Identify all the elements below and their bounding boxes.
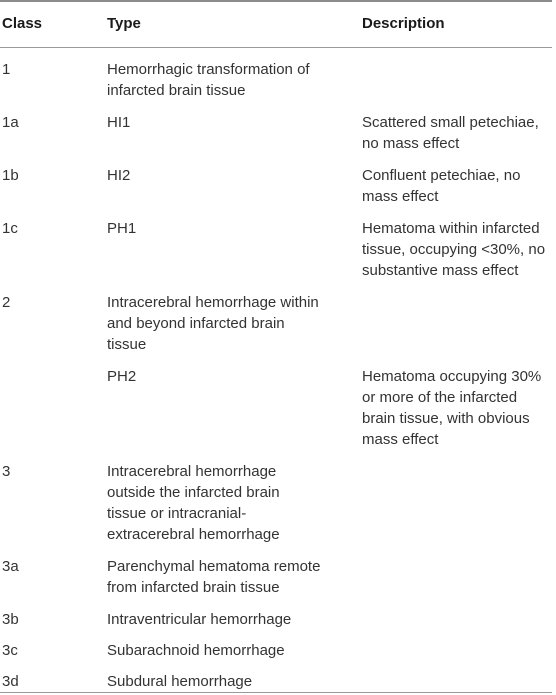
cell-description: [362, 281, 552, 355]
table-row: [0, 598, 552, 630]
cell-description: [362, 450, 552, 545]
table-header: [0, 0, 552, 47]
header-description: Description: [362, 15, 445, 32]
cell-class: 3: [2, 463, 11, 480]
table-row: [0, 630, 552, 661]
cell-description: Confluent petechiae, no mass effect: [362, 167, 521, 205]
table-row: [0, 101, 552, 154]
header-row: [0, 0, 552, 47]
table-row: [0, 154, 552, 207]
cell-description: [362, 661, 552, 692]
cell-type: Intraventricular hemorrhage: [107, 611, 292, 628]
table-bottom-rule: [0, 692, 552, 693]
cell-description: [362, 598, 552, 630]
header-class: Class: [2, 15, 43, 32]
cell-description: Scattered small petechiae, no mass effect: [362, 114, 539, 152]
cell-class: 3a: [2, 558, 19, 575]
table-row: [0, 47, 552, 101]
table-body: [0, 47, 552, 692]
cell-type: Subarachnoid hemorrhage: [107, 642, 285, 659]
cell-type: HI2: [107, 167, 131, 184]
table-row: [0, 545, 552, 598]
cell-type: Parenchymal hematoma remote from infarcted brain tissue: [107, 558, 321, 596]
cell-type: Subdural hemorrhage: [107, 673, 253, 690]
cell-class: [0, 355, 107, 450]
table-row: [0, 450, 552, 545]
cell-type: PH2: [107, 368, 137, 385]
cell-description: [362, 47, 552, 101]
cell-class: 1a: [2, 114, 19, 131]
cell-class: 3d: [2, 673, 19, 690]
cell-description: Hematoma within infarcted tissue, occupying <30%, no substantive mass effect: [362, 220, 546, 279]
table-row: [0, 207, 552, 281]
cell-type: Intracerebral hemorrhage within and beyond infarcted brain tissue: [107, 294, 319, 353]
cell-description: [362, 630, 552, 661]
cell-class: 3b: [2, 611, 19, 628]
cell-class: 1: [2, 61, 11, 78]
cell-type: Intracerebral hemorrhage outside the infarcted brain tissue or intracranial-extracerebral hemorrhage: [107, 463, 280, 543]
cell-type: PH1: [107, 220, 137, 237]
table-row: [0, 355, 552, 450]
header-type: Type: [107, 15, 141, 32]
cell-class: 3c: [2, 642, 18, 659]
cell-class: 1b: [2, 167, 19, 184]
cell-class: 1c: [2, 220, 18, 237]
cell-type: Hemorrhagic transformation of infarcted brain tissue: [107, 61, 310, 99]
cell-type: HI1: [107, 114, 131, 131]
table-row: [0, 661, 552, 692]
cell-description: Hematoma occupying 30% or more of the infarcted brain tissue, with obvious mass effect: [362, 368, 542, 448]
table-row: [0, 281, 552, 355]
cell-class: 2: [2, 294, 11, 311]
cell-description: [362, 545, 552, 598]
